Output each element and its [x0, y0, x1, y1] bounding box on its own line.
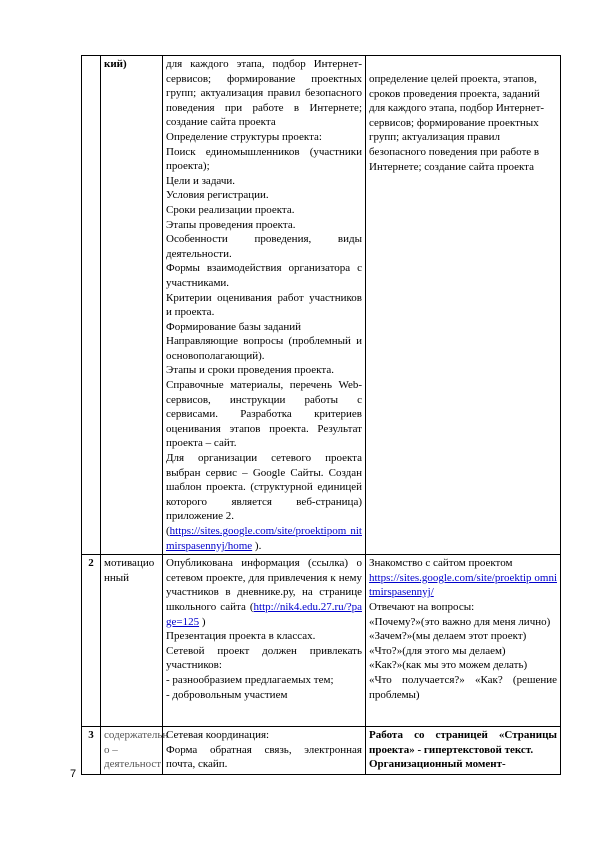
- paren-close: ): [199, 615, 206, 628]
- teacher-line: Условия регистрации.: [166, 189, 269, 202]
- teacher-line: Особенности проведения, виды деятельности.: [166, 233, 362, 260]
- teacher-line: [166, 556, 362, 629]
- table-row: [82, 56, 561, 555]
- table-row: [82, 727, 561, 775]
- teacher-activity-cell: [163, 727, 366, 775]
- teacher-line: Определение структуры проекта:: [166, 130, 322, 143]
- student-line: «Зачем?»(мы делаем этот проект): [369, 630, 527, 643]
- row-number-cell: 3: [82, 727, 101, 775]
- teacher-line: Этапы и сроки проведения проекта.: [166, 364, 334, 377]
- teacher-line: Поиск единомышленников (участники проекта);: [166, 145, 362, 173]
- teacher-line: Для организации сетевого проекта выбран сервис – Google Сайты. Создан шаблон проекта. (структурной единицей которого является веб-страница) приложение 2.: [166, 452, 362, 523]
- student-text: определение целей проекта, этапов, сроков проведения проекта, заданий для каждого этапа, подбор Интернет-сервисов; формирование проектных групп; актуализация правил безопасного поведения при работе в Интернете; создание сайта проекта: [369, 73, 545, 173]
- student-activity-cell: [366, 727, 561, 775]
- teacher-line: - разнообразием предлагаемых тем;: [166, 673, 334, 686]
- page-number: 7: [70, 768, 77, 780]
- paren-open: (: [249, 600, 254, 613]
- student-line: Отвечают на вопросы:: [369, 600, 475, 613]
- teacher-line: Сетевая координация:: [166, 729, 270, 742]
- teacher-line: - добровольным участием: [166, 688, 288, 701]
- teacher-line: Направляющие вопросы (проблемный и основополагающий).: [166, 335, 362, 362]
- stage-cell: кий): [101, 56, 163, 555]
- teacher-line: Цели и задачи.: [166, 174, 236, 187]
- teacher-line: Сроки реализации проекта.: [166, 203, 295, 216]
- teacher-line: Форма обратная связь, электронная почта, скайп.: [166, 743, 362, 771]
- teacher-activity-cell: [163, 555, 366, 727]
- project-site-link[interactable]: https://sites.google.com/site/proektipom nitmirspasennyj/home: [166, 525, 362, 552]
- student-line: Организационный момент-: [369, 758, 506, 771]
- student-line: «Почему?»(это важно для меня лично): [369, 615, 551, 628]
- teacher-line: Презентация проекта в классах.: [166, 630, 316, 643]
- student-line: «Что получается?» «Как? (решение проблемы): [369, 673, 557, 701]
- teacher-line: Справочные материалы, перечень Web-сервисов, инструкции работы с сервисами. Разработка критериев оценивания этапов проекта. Результат проекта – сайт.: [166, 379, 362, 450]
- teacher-line: Сетевой проект должен привлекать участников:: [166, 644, 362, 672]
- table-row: [82, 555, 561, 727]
- teacher-line: для каждого этапа, подбор Интернет-сервисов; формирование проектных групп; актуализация правил безопасного поведения при работе в Интернете; создание сайта проекта: [166, 58, 362, 129]
- student-line: Работа со страницей «Страницы проекта» - гипертекстовой текст.: [369, 729, 557, 756]
- lesson-plan-table: [81, 55, 561, 775]
- project-site-link[interactable]: https://sites.google.com/site/proektip omnitmirspasennyj/: [369, 571, 557, 599]
- teacher-intro: Опубликована информация (ссылка) о сетевом проекте, для привлечения к нему участников в дневнике.ру, на странице школьного сайта: [166, 557, 362, 613]
- student-activity-cell: [366, 555, 561, 727]
- teacher-link-line: [166, 524, 362, 553]
- stage-cell: мотивацио нный: [101, 555, 163, 727]
- teacher-activity-cell: [163, 56, 366, 555]
- row-number-cell: 2: [82, 555, 101, 727]
- teacher-line: Критерии оценивания работ участников и проекта.: [166, 291, 362, 319]
- student-activity-cell: [366, 56, 561, 555]
- stage-cell: содержательн о – деятельност: [101, 727, 163, 775]
- student-line: «Как?»(как мы это можем делать): [369, 659, 528, 672]
- paren-open: (: [166, 525, 170, 537]
- teacher-line: Этапы проведения проекта.: [166, 218, 296, 231]
- student-line: Знакомство с сайтом проектом: [369, 557, 513, 570]
- school-site-link[interactable]: http://nik4.edu.27.ru/?page=125: [166, 600, 362, 628]
- teacher-line: Формы взаимодействия организатора с участниками.: [166, 262, 362, 289]
- row-number-cell: [82, 56, 101, 555]
- paren-close: ).: [252, 539, 262, 552]
- teacher-line: Формирование базы заданий: [166, 320, 302, 333]
- student-line: «Что?»(для этого мы делаем): [369, 644, 506, 657]
